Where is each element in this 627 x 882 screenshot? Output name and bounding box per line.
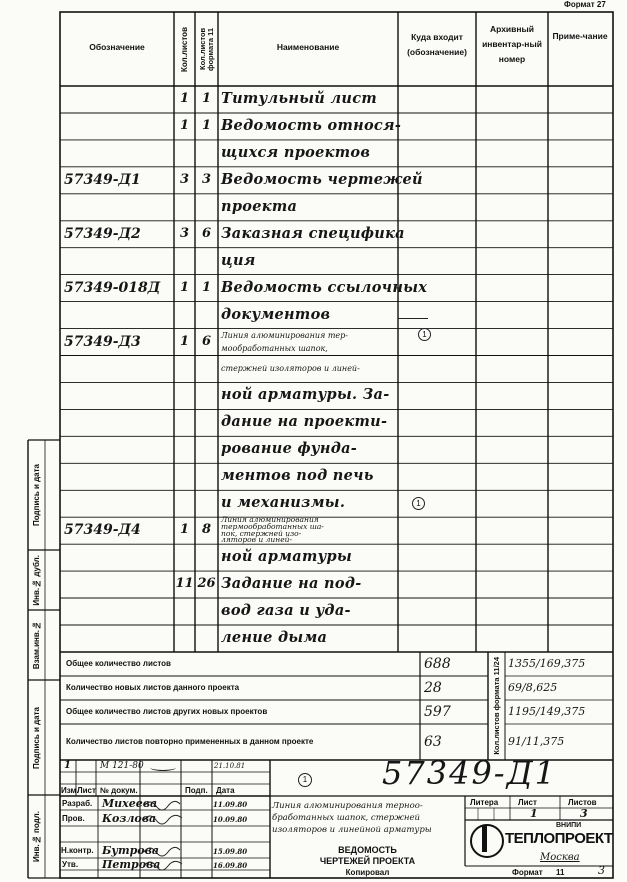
logo-icon (470, 824, 504, 858)
row-code (64, 490, 176, 517)
a4-value: 91/11,375 (508, 735, 565, 748)
org-small: ВНИПИ (556, 822, 582, 829)
row-sheets (174, 625, 195, 652)
leader-line-1 (398, 318, 428, 320)
rev-num: 1 (64, 760, 71, 771)
header-naimenovanie: Наименование (276, 42, 340, 52)
row-name: и механизмы. (221, 494, 346, 512)
row-name: Заказная спецификa (221, 224, 405, 242)
table-row (60, 140, 613, 167)
razrab-name: Михеева (102, 797, 158, 810)
row-sheets-a4: 8 (201, 522, 212, 538)
col-list: Лист (77, 786, 96, 795)
row-sheets-a4: 6 (201, 333, 212, 349)
row-sheets (174, 194, 195, 221)
row-sheets: 1 (179, 117, 190, 133)
row-sheets-a4: 26 (197, 576, 216, 592)
row-sheets (174, 490, 195, 517)
utv-name: Петрова (102, 858, 161, 871)
row-name: ментов под печь (221, 467, 374, 485)
row-code (64, 356, 176, 383)
header-arhivny: Архивный инвентар-ный номер (482, 24, 542, 64)
row-code (64, 409, 176, 436)
logo-bar (482, 826, 487, 852)
totals-value: 28 (424, 680, 442, 696)
side-podpis-bot: Подпись и дата (32, 706, 41, 769)
row-name: документов (221, 305, 331, 323)
totals-label: Количество новых листов данного проекта (66, 683, 240, 692)
header-primechanie: Приме-чание (552, 31, 608, 41)
format-value: 11 (556, 868, 565, 877)
row-name: ление дыма (221, 629, 328, 646)
row-code (64, 463, 176, 490)
row-subtext: ляторов и линей- (221, 535, 292, 545)
prov-date: 10.09.80 (213, 815, 248, 824)
row-name: Задание на под- (221, 575, 362, 593)
table-row (60, 382, 613, 409)
table-row (60, 571, 613, 598)
prov-name: Козлова (102, 812, 157, 825)
row-sheets (174, 544, 195, 571)
row-name: ция (221, 251, 256, 269)
col-podp: Подп. (185, 786, 208, 795)
form-label: Формат 27 (564, 0, 606, 9)
totals-value: 63 (424, 734, 442, 750)
table-row (60, 490, 613, 517)
table-row (60, 436, 613, 463)
table-row (60, 463, 613, 490)
row-code (64, 382, 176, 409)
utv-label: Утв. (62, 860, 79, 869)
row-name: дание на проекти- (221, 413, 388, 431)
org-name: ТЕПЛОПРОЕКТ (505, 830, 613, 847)
totals-value: 688 (424, 656, 451, 672)
row-name: ной арматуры (221, 548, 353, 566)
listov-label: Листов (568, 798, 597, 807)
row-code (64, 436, 176, 463)
row-code (64, 113, 176, 140)
row-code (64, 571, 176, 598)
kopiroval: Копировал (345, 868, 390, 877)
side-podpis-top: Подпись и дата (32, 464, 41, 526)
big-code: 57349-Д1 (382, 754, 557, 792)
row-sheets-a4 (195, 382, 218, 409)
table-row (60, 598, 613, 625)
row-name: проекта (221, 197, 298, 215)
table-row (60, 625, 613, 652)
table-row (60, 86, 613, 113)
header-kol-listov-a4: Кол.листов формата 11 (197, 27, 215, 71)
a4-label-cell: Кол.листов формата 11/24 (492, 657, 501, 755)
row-sheets: 1 (179, 333, 190, 349)
row-sheets-a4 (195, 598, 218, 625)
table-row (60, 409, 613, 436)
table-row (60, 329, 613, 356)
row-code: 57349-Д2 (64, 225, 141, 242)
row-code (64, 598, 176, 625)
table-row (60, 356, 613, 383)
table-row (60, 302, 613, 329)
row-sheets (174, 436, 195, 463)
row-sheets-a4: 1 (201, 91, 212, 106)
row-code (64, 86, 176, 113)
row-sheets (174, 302, 195, 329)
title-line-2: ЧЕРТЕЖЕЙ ПРОЕКТА (319, 856, 416, 866)
totals-value: 597 (424, 704, 451, 720)
litera-label: Литера (470, 798, 499, 807)
row-sheets-a4: 6 (201, 225, 212, 241)
row-name: рование фунда- (221, 440, 358, 458)
listov-value: 3 (580, 807, 588, 820)
row-sheets-a4 (195, 409, 218, 436)
header-kuda-vhodit: Куда входит (обозначение) (407, 32, 467, 57)
side-inv-dubl: Инв.№ дубл. (32, 554, 41, 606)
row-sheets-a4 (195, 194, 218, 221)
totals-label: Количество листов повторно примененных в данном проекте (66, 737, 314, 746)
side-inv-podl: Инв.№ подл. (32, 811, 41, 862)
row-sheets (174, 409, 195, 436)
row-sheets (174, 248, 195, 275)
row-sheets-a4 (195, 356, 218, 383)
table-row (60, 167, 613, 194)
city: Москва (540, 852, 580, 863)
row-name: ной арматуры. За- (221, 386, 390, 404)
row-sheets: 1 (179, 522, 190, 538)
table-row (60, 221, 613, 248)
a4-value: 69/8,625 (508, 681, 558, 694)
stamp-circle-mark: 1 (298, 773, 312, 787)
row-sheets: 3 (179, 171, 190, 187)
row-code (64, 194, 176, 221)
table-row (60, 248, 613, 275)
row-sheets-a4 (195, 302, 218, 329)
row-sheets-a4: 1 (201, 279, 212, 295)
totals-label: Общее количество листов (66, 659, 171, 668)
nkontr-name: Бутрова (102, 844, 159, 857)
row-code: 57349-Д3 (64, 333, 141, 350)
table-row (60, 275, 613, 302)
row-name: Ведомость относя- (221, 116, 402, 134)
row-subtext: стержней изоляторов и линей- (221, 363, 360, 373)
rev-signature (150, 764, 176, 771)
circle-mark-1: 1 (418, 328, 431, 341)
list-value: 1 (530, 807, 538, 820)
row-sheets-a4 (195, 436, 218, 463)
row-code (64, 140, 176, 167)
table-row (60, 113, 613, 140)
a4-value: 1355/169,375 (508, 657, 586, 670)
row-subtext: Линия алюминирования (221, 515, 319, 525)
nkontr-label: Н.контр. (61, 846, 94, 855)
row-subtext: мообработанных шапок, (221, 344, 328, 354)
row-sheets-a4 (195, 140, 218, 167)
table-row (60, 544, 613, 571)
col-izm: Изм. (61, 786, 79, 795)
row-subtext: пок, стержней изо- (221, 528, 302, 538)
row-sheets-a4 (195, 463, 218, 490)
table-row (60, 517, 613, 544)
row-name: щихся проектов (221, 143, 371, 161)
title-line-1: ВЕДОМОСТЬ (338, 845, 397, 855)
row-sheets (174, 598, 195, 625)
table-row (60, 194, 613, 221)
circle-mark-2: 1 (412, 497, 425, 510)
utv-date: 16.09.80 (213, 861, 248, 870)
row-sheets: 3 (179, 225, 190, 241)
row-subtext: термообработанных ша- (221, 521, 324, 531)
row-name: Ведомость ссылочных (221, 278, 428, 296)
razrab-label: Разраб. (62, 799, 93, 808)
row-sheets (174, 140, 195, 167)
row-sheets-a4 (195, 625, 218, 652)
row-name: Ведомость чертежей (221, 170, 423, 188)
row-code: 57349-018Д (64, 279, 161, 296)
signatures (140, 796, 212, 878)
row-code: 57349-Д1 (64, 171, 141, 188)
rev-doc: М 121-80 (100, 761, 144, 771)
row-code: 57349-Д4 (64, 522, 141, 539)
row-sheets: 1 (179, 279, 190, 295)
row-sheets (174, 463, 195, 490)
row-sheets-a4: 3 (201, 171, 212, 187)
row-sheets (174, 382, 195, 409)
rev-date: 21.10.81 (214, 762, 246, 770)
row-name: вод газа и уда- (221, 602, 351, 620)
razrab-date: 11.09.80 (213, 800, 248, 809)
header-oboznachenie: Обозначение (89, 42, 145, 52)
row-name: Титульный лист (221, 90, 377, 107)
row-sheets-a4 (195, 544, 218, 571)
row-code (64, 544, 176, 571)
corner-num: 3 (598, 864, 605, 877)
row-code (64, 248, 176, 275)
nkontr-date: 15.09.80 (213, 847, 248, 856)
header-kol-listov: Кол.листов (180, 26, 189, 72)
col-data: Дата (216, 786, 235, 795)
a4-value: 1195/149,375 (508, 705, 586, 718)
row-code (64, 302, 176, 329)
title-note: Линия алюминирования терноо-бработанных шапок, стержней изоляторов и линейной арматуры (272, 801, 432, 835)
row-sheets-a4 (195, 490, 218, 517)
prov-label: Пров. (62, 814, 85, 823)
row-sheets (174, 356, 195, 383)
list-label: Лист (518, 798, 537, 807)
row-code (64, 625, 176, 652)
row-sheets-a4: 1 (201, 117, 212, 133)
format-label: Формат (512, 868, 543, 877)
col-doc: № докум. (100, 786, 138, 795)
side-vzam-inv: Взам.инв.№ (32, 620, 41, 670)
row-subtext: Линия алюминирования тер- (221, 330, 348, 340)
totals-label: Общее количество листов других новых проектов (66, 707, 268, 716)
row-sheets-a4 (195, 248, 218, 275)
row-sheets: 1 (179, 91, 190, 106)
row-sheets: 11 (175, 576, 194, 592)
